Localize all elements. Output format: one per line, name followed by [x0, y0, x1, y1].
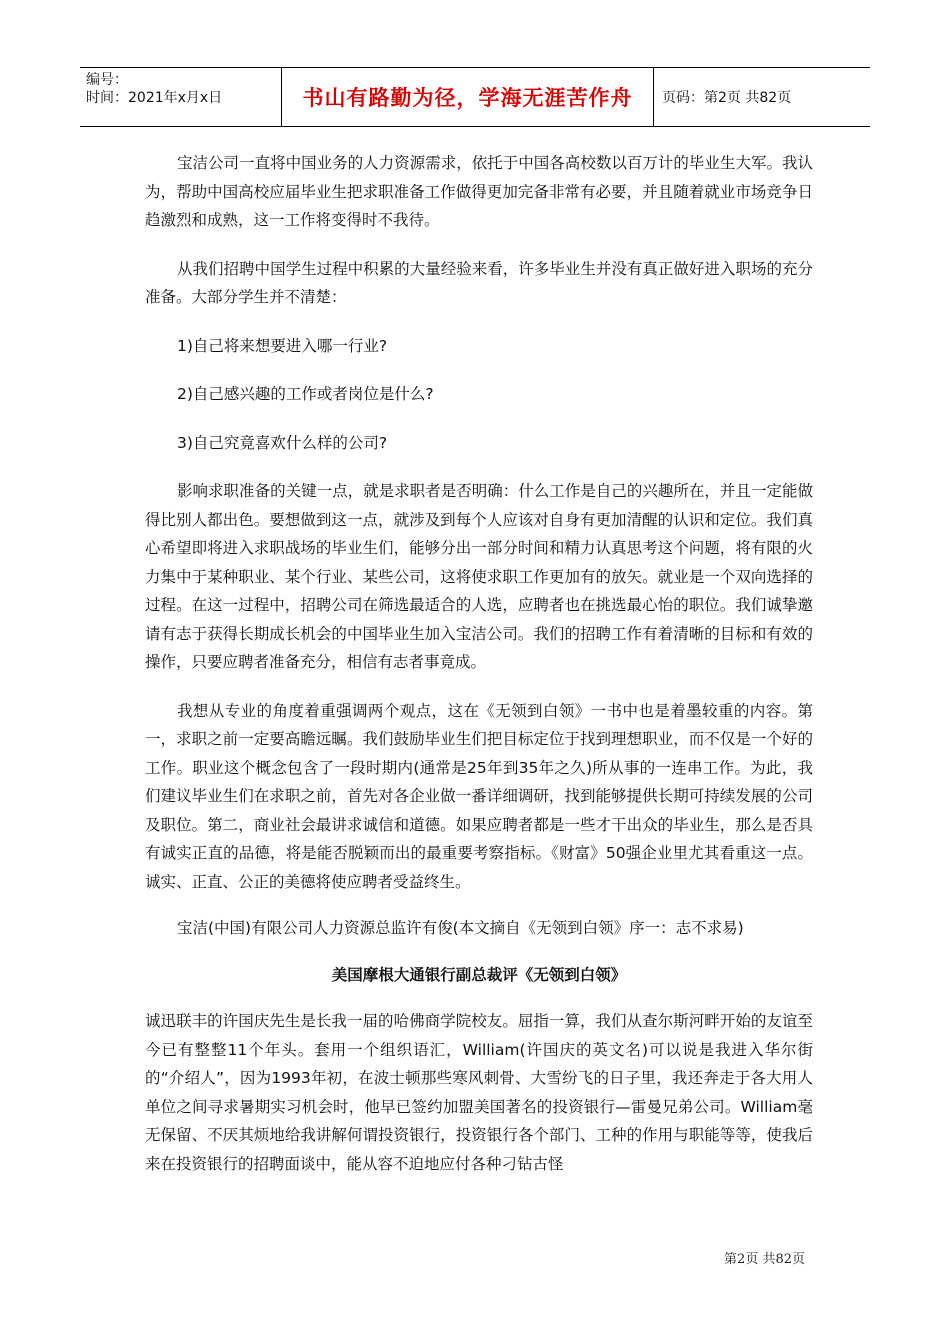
document-body	[145, 149, 813, 1178]
header-meta	[80, 68, 282, 126]
section-title: 美国摩根大通银行副总裁评《无领到白领》	[331, 965, 627, 984]
list-item-3: 3)自己究竟喜欢什么样的公司?	[177, 433, 388, 452]
header-motto: 书山有路勤为径，学海无涯苦作舟	[282, 68, 654, 126]
document-date: 时间：2021年x月x日	[86, 90, 223, 106]
paragraph-signature: 宝洁(中国)有限公司人力资源总监许有俊(本文摘自《无领到白领》序一：志不求易)	[177, 919, 744, 937]
paragraph-3: 影响求职准备的关键一点，就是求职者是否明确：什么工作是自己的兴趣所在，并且一定能做得比别人都出色。要想做到这一点，就涉及到每个人应该对自身有更加清醒的认识和定位。我们真心希望即将进入求职战场的毕业生们，能够分出一部分时间和精力认真思考这个问题，将有限的火力集中于某种职业、某个行业、某些公司，这将使求职工作更加有的放矢。就业是一个双向选择的过程。在这一过程中，招聘公司在筛选最适合的人选，应聘者也在挑选最心怡的职位。我们诚挚邀请有志于获得长期成长机会的中国毕业生加入宝洁公司。我们的招聘工作有着清晰的目标和有效的操作，只要应聘者准备充分，相信有志者事竟成。	[145, 482, 813, 671]
paragraph-6: 诚迅联丰的许国庆先生是长我一届的哈佛商学院校友。屈指一算，我们从查尔斯河畔开始的友谊至今已有整整11个年头。套用一个组织语汇，William(许国庆的英文名)可以说是我进入华尔街的“介绍人”，因为1993年初，在波士顿那些寒风刺骨、大雪纷飞的日子里，我还奔走于各大用人单位之间寻求暑期实习机会时，他早已签约加盟美国著名的投资银行—雷曼兄弟公司。William毫无保留、不厌其烦地给我讲解何谓投资银行，投资银行各个部门、工种的作用与职能等等，使我后来在投资银行的招聘面谈中，能从容不迫地应付各种刁钻古怪	[145, 1012, 813, 1173]
paragraph-1: 宝洁公司一直将中国业务的人力资源需求，依托于中国各高校数以百万计的毕业生大军。我认为，帮助中国高校应届毕业生把求职准备工作做得更加完备非常有必要，并且随着就业市场竞争日趋激烈和成熟，这一工作将变得时不我待。	[145, 154, 813, 229]
document-header	[80, 67, 870, 127]
paragraph-2: 从我们招聘中国学生过程中积累的大量经验来看，许多毕业生并没有真正做好进入职场的充分准备。大部分学生并不清楚：	[145, 259, 813, 306]
document-number-label: 编号：	[86, 72, 128, 88]
paragraph-4: 我想从专业的角度着重强调两个观点，这在《无领到白领》一书中也是着墨较重的内容。第一，求职之前一定要高瞻远瞩。我们鼓励毕业生们把目标定位于找到理想职业，而不仅是一个好的工作。职业这个概念包含了一段时期内(通常是25年到35年之久)所从事的一连串工作。为此，我们建议毕业生们在求职之前，首先对各企业做一番详细调研，找到能够提供长期可持续发展的公司及职位。第二，商业社会最讲求诚信和道德。如果应聘者都是一些才干出众的毕业生，那么是否具有诚实正直的品德，将是能否脱颖而出的最重要考察指标。《财富》50强企业里尤其看重这一点。诚实、正直、公正的美德将使应聘者受益终生。	[145, 701, 813, 891]
list-item-2: 2)自己感兴趣的工作或者岗位是什么?	[177, 385, 434, 403]
list-item-1: 1)自己将来想要进入哪一行业?	[177, 336, 388, 355]
page-footer: 第2页 共82页	[724, 1252, 805, 1267]
header-page-info: 页码：第2页 共82页	[662, 90, 792, 106]
